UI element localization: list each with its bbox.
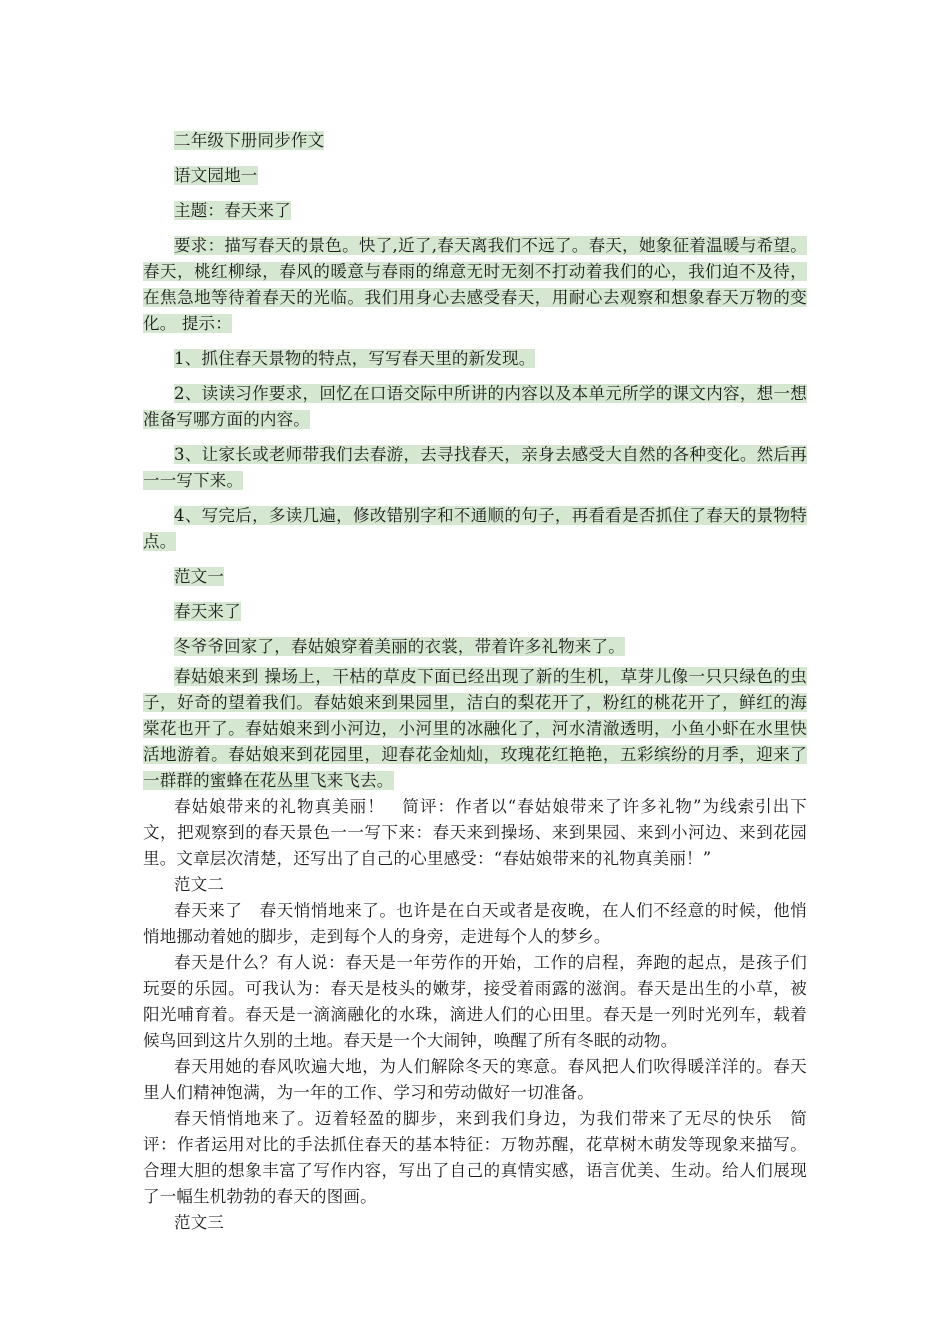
- paragraph-text: 冬爷爷回家了，春姑娘穿着美丽的衣裳，带着许多礼物来了。: [174, 637, 625, 656]
- doc-topic: [143, 198, 807, 224]
- paragraph-text: 春姑娘带来的礼物真美丽！ 简评：作者以“春姑娘带来了许多礼物”为线索引出下文，把观察到的春天景色一一写下来：春天来到操场、来到果园、来到小河边、来到花园里。文章层次清楚，还写出了自己的心里感受：“春姑娘带来的礼物真美丽！”: [143, 797, 807, 868]
- doc-tip-1: [143, 346, 807, 372]
- doc-tip-2: [143, 381, 807, 433]
- doc-tip-4: [143, 503, 807, 555]
- paragraph-text: 春天悄悄地来了。迈着轻盈的脚步，来到我们身边，为我们带来了无尽的快乐 简评：作者运用对比的手法抓住春天的基本特征：万物苏醒，花草树木萌发等现象来描写。合理大胆的想象丰富了写作内容，写出了自己的真情实感，语言优美、生动。给人们展现了一幅生机勃勃的春天的图画。: [143, 1109, 807, 1206]
- doc-tip-3: [143, 442, 807, 494]
- paragraph-text: 春姑娘来到 操场上，干枯的草皮下面已经出现了新的生机，草芽儿像一只只绿色的虫子，好奇的望着我们。春姑娘来到果园里，洁白的梨花开了，粉红的桃花开了，鲜红的海棠花也开了。春姑娘来到小河边，小河里的冰融化了，河水清澈透明，小鱼小虾在水里快活地游着。春姑娘来到花园里，迎春花金灿灿，玫瑰花红艳艳，五彩缤纷的月季，迎来了一群群的蜜蜂在花丛里飞来飞去。: [143, 667, 807, 790]
- paragraph-text: 3、让家长或老师带我们去春游，去寻找春天，亲身去感受大自然的各种变化。然后再一一写下来。: [143, 445, 807, 490]
- example-1-heading: [143, 564, 807, 590]
- paragraph-text: 4、写完后，多读几遍，修改错别字和不通顺的句子，再看看是否抓住了春天的景物特点。: [143, 506, 807, 551]
- doc-unit-title: [143, 163, 807, 189]
- paragraph-text: 范文一: [174, 567, 225, 586]
- example-1-para-1: [143, 634, 807, 660]
- example-1-para-3-comment: [143, 794, 807, 872]
- example-1-para-2: [143, 664, 807, 794]
- document-page: [143, 128, 807, 1236]
- paragraph-text: 春天来了 春天悄悄地来了。也许是在白天或者是夜晚，在人们不经意的时候，他悄悄地挪动着她的脚步，走到每个人的身旁，走进每个人的梦乡。: [143, 901, 807, 946]
- doc-series-title: [143, 128, 807, 154]
- example-3-heading: [143, 1210, 807, 1236]
- paragraph-text: 春天来了: [174, 602, 241, 621]
- paragraph-text: 1、抓住春天景物的特点，写写春天里的新发现。: [174, 349, 536, 368]
- doc-requirements: [143, 233, 807, 337]
- example-2-heading: [143, 872, 807, 898]
- paragraph-text: 要求：描写春天的景色。快了,近了,春天离我们不远了。春天，她象征着温暖与希望。春天，桃红柳绿，春风的暖意与春雨的绵意无时无刻不打动着我们的心，我们迫不及待，在焦急地等待着春天的光临。我们用身心去感受春天，用耐心去观察和想象春天万物的变化。 提示：: [143, 236, 807, 333]
- paragraph-text: 范文三: [174, 1213, 225, 1232]
- paragraph-text: 春天是什么？有人说：春天是一年劳作的开始，工作的启程，奔跑的起点，是孩子们玩耍的乐园。可我认为：春天是枝头的嫩芽，接受着雨露的滋润。春天是出生的小草，被阳光哺育着。春天是一滴滴融化的水珠，滴进人们的心田里。春天是一列时光列车，载着候鸟回到这片久别的土地。春天是一个大闹钟，唤醒了所有冬眠的动物。: [143, 953, 807, 1050]
- paragraph-text: 语文园地一: [174, 166, 258, 185]
- paragraph-text: 2、读读习作要求，回忆在口语交际中所讲的内容以及本单元所学的课文内容，想一想准备写哪方面的内容。: [143, 384, 807, 429]
- paragraph-text: 范文二: [174, 875, 225, 894]
- example-2-para-2: [143, 950, 807, 1054]
- paragraph-text: 主题：春天来了: [174, 201, 291, 220]
- example-2-para-3: [143, 1054, 807, 1106]
- example-2-para-4-comment: [143, 1106, 807, 1210]
- example-1-title: [143, 599, 807, 625]
- example-2-para-1: [143, 898, 807, 950]
- paragraph-text: 二年级下册同步作文: [174, 131, 325, 150]
- paragraph-text: 春天用她的春风吹遍大地，为人们解除冬天的寒意。春风把人们吹得暖洋洋的。春天里人们精神饱满，为一年的工作、学习和劳动做好一切准备。: [143, 1057, 807, 1102]
